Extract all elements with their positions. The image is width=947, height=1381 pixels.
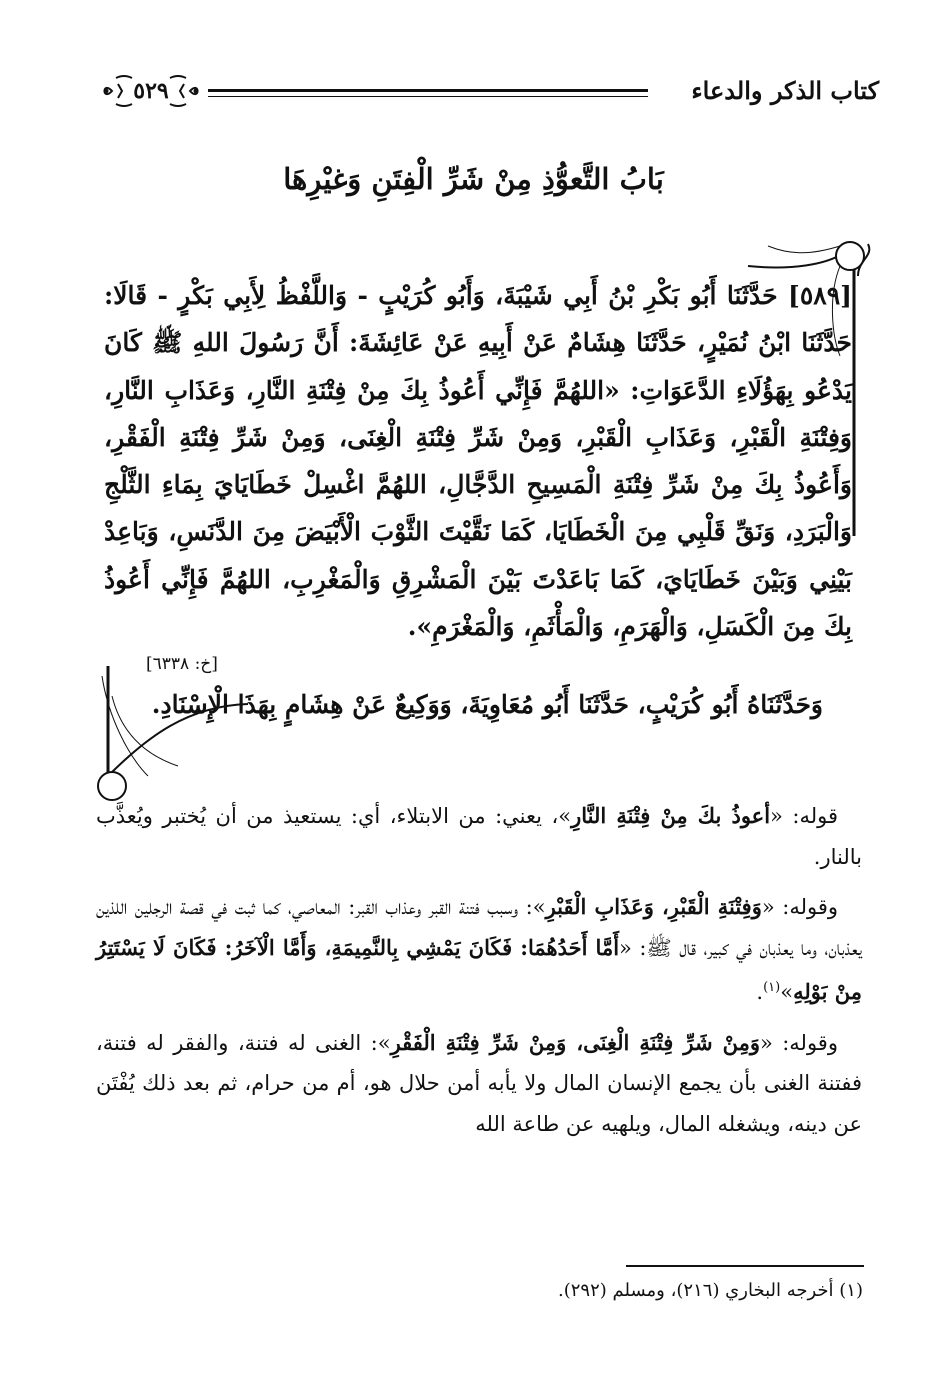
page-number: ٥٢٩ [133, 78, 169, 104]
text-run: »: الغنى له فتنة، والفقر له فتنة، ففتنة الغنى بأن يجمع الإنسان المال ولا يأبه أمن حلال هو، أم من حرام، ثم بعد ذلك يُفْتَن عن دينه، ويشغله المال، ويلهيه عن طاعة الله [96, 1030, 862, 1136]
footnote-marker[interactable]: (١) [763, 980, 781, 995]
page-number-ornament [98, 72, 204, 110]
text-run: » [780, 980, 794, 1004]
header-rule-thin [208, 96, 648, 97]
quoted-phrase: أعوذُ بكَ مِنْ فِتْنَةِ النَّارِ [571, 803, 771, 828]
text-run: »، يعني: من الابتلاء، أي: يستعيذ من أن يُختبر ويُعذَّب بالنار. [96, 804, 862, 869]
commentary-paragraph [96, 887, 862, 1013]
commentary-section [96, 796, 862, 1144]
quoted-phrase: أَمَّا أَحَدُهُمَا: فَكَانَ يَمْشِي بِالنَّمِيمَةِ، وَأَمَّا الْآخَرُ: فَكَانَ لَا يَسْتَتِرُ مِنْ بَوْلِهِ [96, 934, 862, 1004]
text-run: وقوله: « [761, 895, 838, 919]
running-header-title: كتاب الذكر والدعاء [691, 76, 879, 105]
hadith-text-block [104, 272, 852, 650]
footnote-rule [626, 1265, 864, 1267]
cross-reference: [خ: ٦٣٣٨] [146, 654, 218, 674]
quoted-phrase: وَفِتْنَةِ الْقَبْرِ، وَعَذَابِ الْقَبْرِ [545, 894, 762, 919]
header-rule-thick [208, 89, 648, 92]
isnad-chain: وَحَدَّثَنَاهُ أَبُو كُرَيْبٍ، حَدَّثَنَا أَبُو مُعَاوِيَةَ، وَوَكِيعٌ عَنْ هِشَامٍ بِهَذَا الْإِسْنَادِ. [151, 690, 823, 719]
quoted-phrase: وَمِنْ شَرِّ فِتْنَةِ الْغِنَى، وَمِنْ شَرِّ فِتْنَةِ الْفَقْرِ [390, 1029, 760, 1055]
commentary-paragraph [96, 796, 862, 877]
commentary-paragraph [96, 1023, 862, 1145]
chapter-title: بَابُ التَّعوُّذِ مِنْ شَرِّ الْفِتَنِ وَغيْرِهَا [283, 162, 664, 196]
hadith-text: [٥٨٩] حَدَّثَنَا أَبُو بَكْرِ بْنُ أَبِي شَيْبَةَ، وَأَبُو كُرَيْبٍ - وَاللَّفْظُ لِأَبِي بَكْرٍ - قَالَا: حَدَّثَنَا ابْنُ نُمَيْرٍ، حَدَّثَنَا هِشَامٌ عَنْ أَبِيهِ عَنْ عَائِشَةَ: أَنَّ رَسُولَ اللهِ ﷺ كَانَ يَدْعُو بِهَؤُلَاءِ الدَّعَوَاتِ: «اللهُمَّ فَإِنِّي أَعُوذُ بِكَ مِنْ فِتْنَةِ النَّارِ، وَعَذَابِ النَّارِ، وَفِتْنَةِ الْقَبْرِ، وَعَذَابِ الْقَبْرِ، وَمِنْ شَرِّ فِتْنَةِ الْغِنَى، وَمِنْ شَرِّ فِتْنَةِ الْفَقْرِ، وَأَعُوذُ بِكَ مِنْ شَرِّ فِتْنَةِ الْمَسِيحِ الدَّجَّالِ، اللهُمَّ اغْسِلْ خَطَايَايَ بِمَاءِ الثَّلْجِ وَالْبَرَدِ، وَنَقِّ قَلْبِي مِنَ الْخَطَايَا، كَمَا نَقَّيْتَ الثَّوْبَ الْأَبْيَضَ مِنَ الدَّنَسِ، وَبَاعِدْ بَيْنِي وَبَيْنَ خَطَايَايَ، كَمَا بَاعَدْتَ بَيْنَ الْمَشْرِقِ وَالْمَغْرِبِ، اللهُمَّ فَإِنِّي أَعُوذُ بِكَ مِنَ الْكَسَلِ، وَالْهَرَمِ، وَالْمَأْثَمِ، وَالْمَغْرَمِ». [104, 281, 852, 642]
footnote-text: (١) أخرجه البخاري (٢١٦)، ومسلم (٢٩٢). [558, 1280, 863, 1301]
text-run: »: وسبب فتنة القبر وعذاب القبر: المعاصي، كما ثبت في قصة الرجلين اللذين يعذبان، وما يعذبان في كبير، قال ﷺ: « [96, 895, 862, 960]
text-run: وقوله: « [759, 1030, 838, 1055]
text-run: قوله: « [770, 804, 839, 828]
text-run: . [756, 980, 764, 1004]
